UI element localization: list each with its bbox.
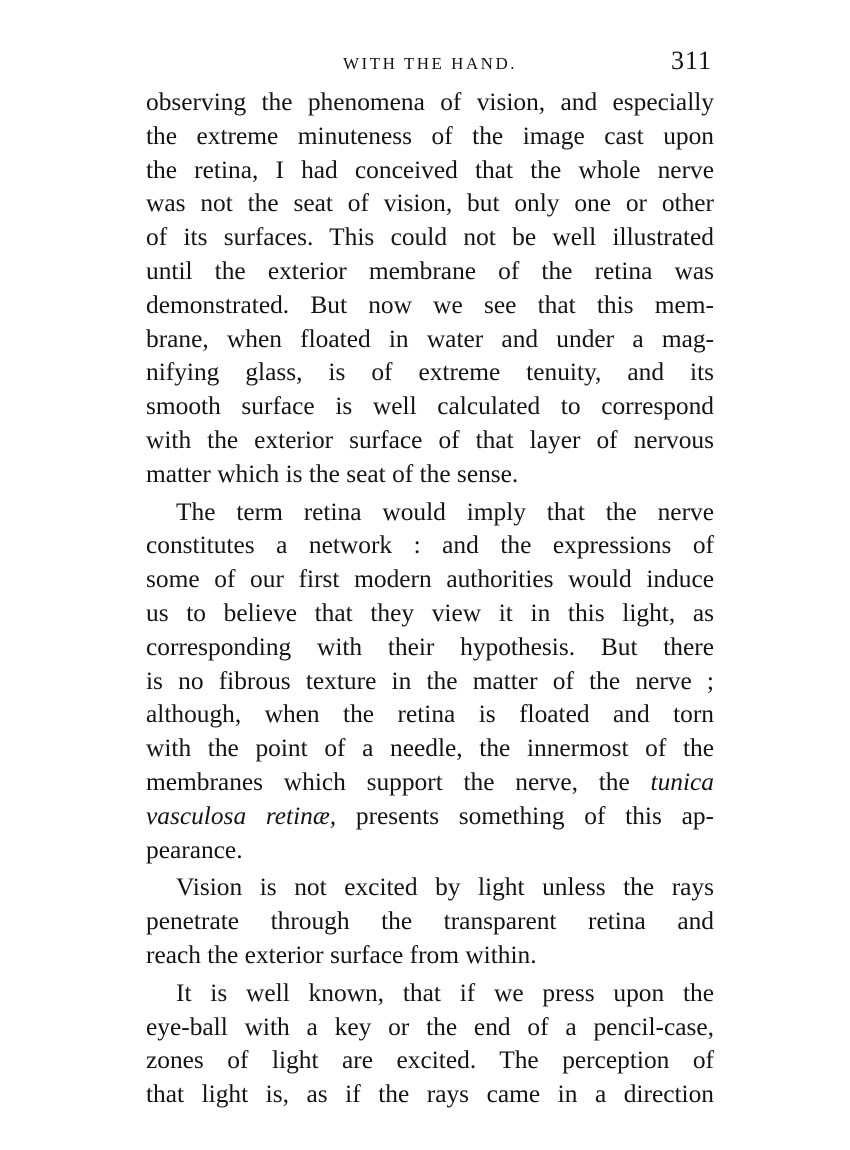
text-line (146, 800, 714, 834)
text-line: zones of light are excited. The perception of (146, 1046, 714, 1075)
text-line: Vision is not excited by light unless the rays (176, 873, 714, 902)
text-line: smooth surface is well calculated to correspond (146, 392, 714, 421)
text-line: with the exterior surface of that layer of nervous (146, 425, 714, 454)
text-line: the extreme minuteness of the image cast upon (146, 121, 714, 150)
text-line: until the exterior membrane of the retina was (146, 256, 714, 285)
text-line: nifying glass, is of extreme tenuity, and its (146, 358, 714, 387)
italic-term: tunica (650, 767, 714, 796)
text-line: was not the seat of vision, but only one or other (146, 189, 714, 218)
paragraph-2 (146, 496, 714, 868)
text-line (146, 766, 714, 800)
text-line: is no fibrous texture in the matter of the nerve ; (146, 666, 714, 695)
body-text (146, 86, 714, 1112)
text-line: us to believe that they view it in this light, as (146, 598, 714, 627)
text-line: some of our first modern authorities would induce (146, 565, 714, 594)
text-line: corresponding with their hypothesis. But there (146, 632, 714, 661)
page-number: 311 (670, 46, 712, 75)
text-line: demonstrated. But now we see that this mem- (146, 290, 714, 319)
paragraph-1 (146, 86, 714, 492)
text-run: presents something of this ap- (336, 801, 714, 830)
text-line: brane, when floated in water and under a mag- (146, 324, 714, 353)
paragraph-4 (146, 977, 714, 1112)
text-line: of its surfaces. This could not be well illustrated (146, 223, 714, 252)
paragraph-3 (146, 871, 714, 972)
running-title: WITH THE HAND. (343, 54, 517, 73)
text-line: constitutes a network : and the expressions of (146, 531, 714, 560)
text-line: The term retina would imply that the nerve (176, 497, 714, 526)
text-line: with the point of a needle, the innermost of the (146, 734, 714, 763)
text-line: observing the phenomena of vision, and especially (146, 88, 714, 116)
text-line: pearance. (146, 835, 243, 864)
running-head (146, 46, 714, 82)
text-line: that light is, as if the rays came in a direction (146, 1080, 714, 1109)
text-line: matter which is the seat of the sense. (146, 459, 519, 488)
text-line: reach the exterior surface from within. (146, 940, 537, 969)
text-line: although, when the retina is floated and torn (146, 700, 714, 729)
text-line: eye-ball with a key or the end of a pencil-case, (146, 1012, 714, 1041)
text-line: It is well known, that if we press upon the (176, 978, 714, 1007)
text-line: the retina, I had conceived that the whole nerve (146, 155, 714, 184)
italic-term: vasculosa retinæ, (146, 801, 337, 830)
text-run: membranes which support the nerve, the (146, 767, 651, 796)
text-line: penetrate through the transparent retina and (146, 907, 714, 936)
